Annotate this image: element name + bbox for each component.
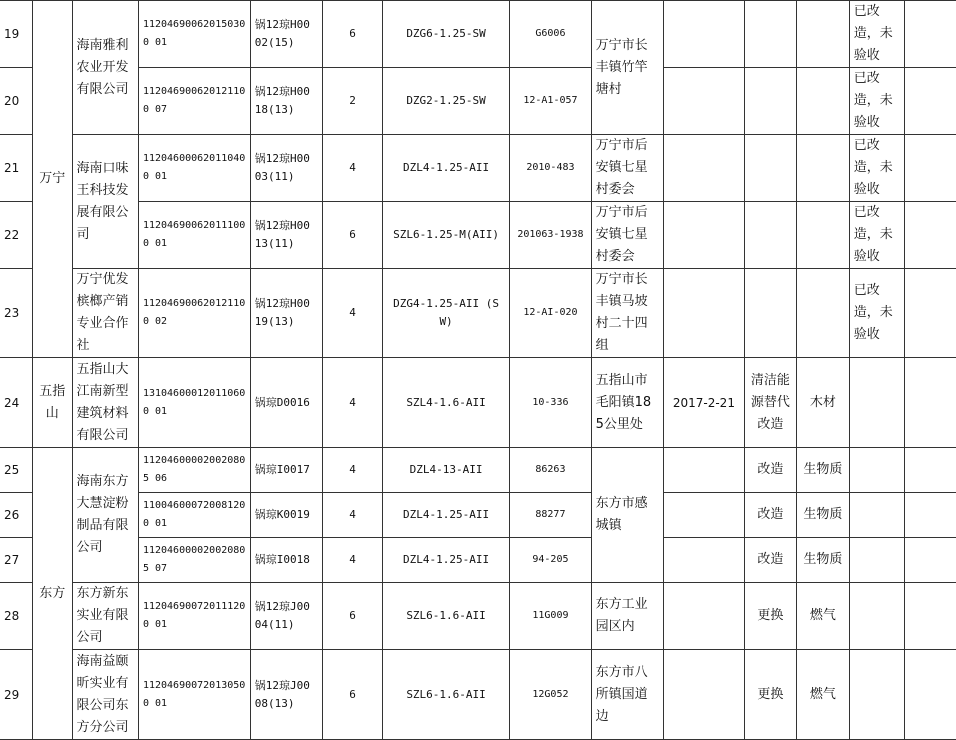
- registration-cell: 锅12琼H00 02(15): [250, 1, 323, 68]
- factory-number-cell: 86263: [510, 448, 591, 493]
- model-cell: DZL4-1.25-AII: [382, 135, 510, 202]
- status-cell: [849, 448, 904, 493]
- fuel-cell: 生物质: [797, 538, 850, 583]
- company-cell: 海南东方大慧淀粉制品有限公司: [72, 448, 138, 583]
- factory-number-cell: 88277: [510, 493, 591, 538]
- remark-cell: [904, 68, 956, 135]
- table-row: [0, 583, 956, 650]
- device-code-cell: 112046900620111000 01: [138, 202, 250, 269]
- fuel-cell: 生物质: [797, 448, 850, 493]
- factory-number-cell: 10-336: [510, 358, 591, 448]
- fuel-cell: [797, 269, 850, 358]
- address-cell: 五指山市毛阳镇185公里处: [591, 358, 664, 448]
- address-cell: 东方市八所镇国道边: [591, 650, 664, 740]
- method-cell: 改造: [744, 493, 797, 538]
- status-cell: 已改造，未验收: [849, 135, 904, 202]
- method-cell: [744, 269, 797, 358]
- remark-cell: [904, 650, 956, 740]
- registration-cell: 锅12琼H00 03(11): [250, 135, 323, 202]
- fuel-cell: [797, 1, 850, 68]
- table-row: [0, 269, 956, 358]
- fuel-cell: [797, 135, 850, 202]
- device-code-cell: 112046900620121100 02: [138, 269, 250, 358]
- method-cell: 改造: [744, 448, 797, 493]
- remark-cell: [904, 538, 956, 583]
- table-row: [0, 358, 956, 448]
- date-cell: [664, 68, 745, 135]
- address-cell: 东方工业园区内: [591, 583, 664, 650]
- remark-cell: [904, 358, 956, 448]
- method-cell: 更换: [744, 583, 797, 650]
- address-cell: 东方市感城镇: [591, 448, 664, 583]
- tonnage-cell: 4: [323, 135, 383, 202]
- model-cell: DZL4-1.25-AII: [382, 493, 510, 538]
- factory-number-cell: 12-A1-057: [510, 68, 591, 135]
- registration-cell: 锅12琼H00 13(11): [250, 202, 323, 269]
- model-cell: SZL4-1.6-AII: [382, 358, 510, 448]
- device-code-cell: 110046000720081200 01: [138, 493, 250, 538]
- factory-number-cell: 201063-1938: [510, 202, 591, 269]
- device-code-cell: 112046000020020805 06: [138, 448, 250, 493]
- tonnage-cell: 4: [323, 538, 383, 583]
- factory-number-cell: 11G009: [510, 583, 591, 650]
- company-cell: 万宁优发槟榔产销专业合作社: [72, 269, 138, 358]
- row-index: 21: [0, 135, 33, 202]
- status-cell: 已改造，未验收: [849, 269, 904, 358]
- factory-number-cell: 12-AI-020: [510, 269, 591, 358]
- row-index: 19: [0, 1, 33, 68]
- method-cell: 更换: [744, 650, 797, 740]
- row-index: 27: [0, 538, 33, 583]
- address-cell: 万宁市后安镇七星村委会: [591, 202, 664, 269]
- registration-cell: 锅12琼H00 18(13): [250, 68, 323, 135]
- device-code-cell: 112046900720130500 01: [138, 650, 250, 740]
- table-row: [0, 538, 956, 583]
- company-cell: 五指山大江南新型建筑材料有限公司: [72, 358, 138, 448]
- remark-cell: [904, 1, 956, 68]
- table-row: [0, 1, 956, 68]
- date-cell: [664, 448, 745, 493]
- date-cell: [664, 135, 745, 202]
- method-cell: 清洁能源替代改造: [744, 358, 797, 448]
- device-code-cell: 112046000020020805 07: [138, 538, 250, 583]
- factory-number-cell: G6006: [510, 1, 591, 68]
- registration-cell: 锅12琼H00 19(13): [250, 269, 323, 358]
- model-cell: SZL6-1.6-AII: [382, 650, 510, 740]
- tonnage-cell: 4: [323, 358, 383, 448]
- region-cell: 东方: [33, 448, 72, 740]
- remark-cell: [904, 202, 956, 269]
- tonnage-cell: 4: [323, 493, 383, 538]
- device-code-cell: 112046900620150300 01: [138, 1, 250, 68]
- remark-cell: [904, 493, 956, 538]
- model-cell: DZG6-1.25-SW: [382, 1, 510, 68]
- method-cell: [744, 68, 797, 135]
- row-index: 25: [0, 448, 33, 493]
- status-cell: 已改造，未验收: [849, 202, 904, 269]
- model-cell: SZL6-1.6-AII: [382, 583, 510, 650]
- company-cell: 海南口味王科技发展有限公司: [72, 135, 138, 269]
- remark-cell: [904, 135, 956, 202]
- fuel-cell: 燃气: [797, 583, 850, 650]
- registration-cell: 锅琼I0017: [250, 448, 323, 493]
- row-index: 20: [0, 68, 33, 135]
- tonnage-cell: 4: [323, 269, 383, 358]
- table-row: [0, 650, 956, 740]
- table-row: [0, 135, 956, 202]
- method-cell: [744, 1, 797, 68]
- date-cell: [664, 269, 745, 358]
- device-code-cell: 112046900720111200 01: [138, 583, 250, 650]
- region-cell: 五指山: [33, 358, 72, 448]
- model-cell: DZL4-1.25-AII: [382, 538, 510, 583]
- fuel-cell: 燃气: [797, 650, 850, 740]
- row-index: 29: [0, 650, 33, 740]
- method-cell: 改造: [744, 538, 797, 583]
- date-cell: [664, 583, 745, 650]
- tonnage-cell: 4: [323, 448, 383, 493]
- tonnage-cell: 6: [323, 1, 383, 68]
- remark-cell: [904, 269, 956, 358]
- fuel-cell: [797, 202, 850, 269]
- fuel-cell: [797, 68, 850, 135]
- tonnage-cell: 6: [323, 583, 383, 650]
- model-cell: DZL4-13-AII: [382, 448, 510, 493]
- registration-cell: 锅12琼J00 08(13): [250, 650, 323, 740]
- table-row: [0, 68, 956, 135]
- remark-cell: [904, 583, 956, 650]
- registration-cell: 锅琼I0018: [250, 538, 323, 583]
- date-cell: [664, 1, 745, 68]
- date-cell: [664, 538, 745, 583]
- tonnage-cell: 2: [323, 68, 383, 135]
- row-index: 26: [0, 493, 33, 538]
- tonnage-cell: 6: [323, 202, 383, 269]
- status-cell: 已改造，未验收: [849, 1, 904, 68]
- factory-number-cell: 12G052: [510, 650, 591, 740]
- status-cell: [849, 358, 904, 448]
- model-cell: DZG2-1.25-SW: [382, 68, 510, 135]
- remark-cell: [904, 448, 956, 493]
- date-cell: 2017-2-21: [664, 358, 745, 448]
- factory-number-cell: 2010-483: [510, 135, 591, 202]
- status-cell: 已改造，未验收: [849, 68, 904, 135]
- device-code-cell: 112046000620110400 01: [138, 135, 250, 202]
- method-cell: [744, 202, 797, 269]
- date-cell: [664, 202, 745, 269]
- company-cell: 东方新东实业有限公司: [72, 583, 138, 650]
- registration-cell: 锅琼K0019: [250, 493, 323, 538]
- registration-cell: 锅琼D0016: [250, 358, 323, 448]
- table-row: [0, 448, 956, 493]
- model-cell: DZG4-1.25-AII (SW): [382, 269, 510, 358]
- company-cell: 海南雅利农业开发有限公司: [72, 1, 138, 135]
- company-cell: 海南益颐昕实业有限公司东方分公司: [72, 650, 138, 740]
- date-cell: [664, 493, 745, 538]
- row-index: 24: [0, 358, 33, 448]
- status-cell: [849, 493, 904, 538]
- table-row: [0, 493, 956, 538]
- device-code-cell: 131046000120110600 01: [138, 358, 250, 448]
- status-cell: [849, 538, 904, 583]
- date-cell: [664, 650, 745, 740]
- model-cell: SZL6-1.25-M(AII): [382, 202, 510, 269]
- table-row: [0, 202, 956, 269]
- address-cell: 万宁市长丰镇马坡村二十四组: [591, 269, 664, 358]
- row-index: 23: [0, 269, 33, 358]
- row-index: 22: [0, 202, 33, 269]
- factory-number-cell: 94-205: [510, 538, 591, 583]
- address-cell: 万宁市长丰镇竹竿塘村: [591, 1, 664, 135]
- region-cell: 万宁: [33, 1, 72, 358]
- tonnage-cell: 6: [323, 650, 383, 740]
- fuel-cell: 木材: [797, 358, 850, 448]
- fuel-cell: 生物质: [797, 493, 850, 538]
- status-cell: [849, 650, 904, 740]
- status-cell: [849, 583, 904, 650]
- registration-cell: 锅12琼J00 04(11): [250, 583, 323, 650]
- method-cell: [744, 135, 797, 202]
- device-code-cell: 112046900620121100 07: [138, 68, 250, 135]
- row-index: 28: [0, 583, 33, 650]
- address-cell: 万宁市后安镇七星村委会: [591, 135, 664, 202]
